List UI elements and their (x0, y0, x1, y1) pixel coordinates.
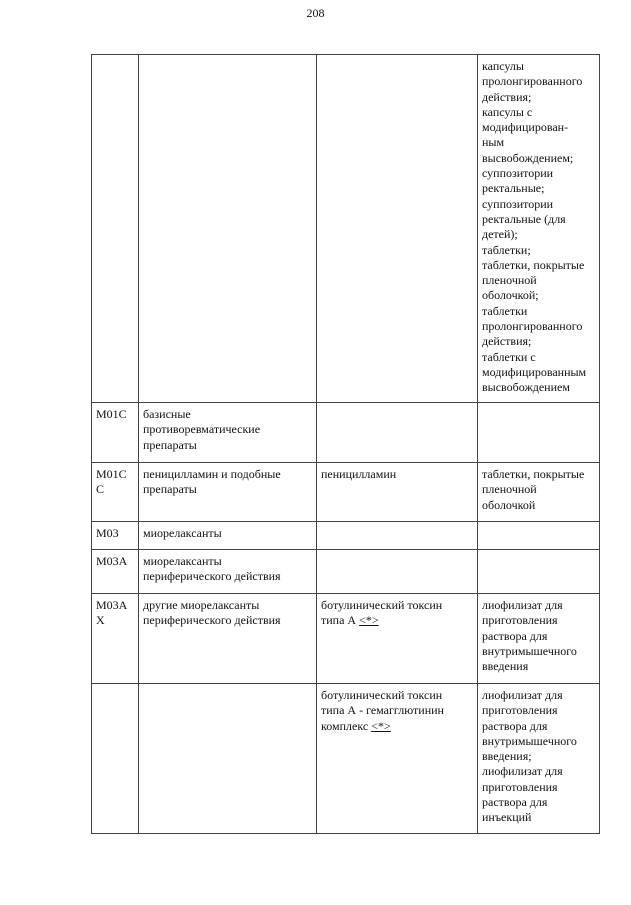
drug-name-text: ботулинический токсин типа А - гемагглютинин комплекс (321, 688, 444, 733)
atc-code-cell: M03A X (92, 594, 139, 684)
page-number: 208 (306, 6, 325, 20)
table-row (92, 55, 600, 403)
atc-group-cell: базисные противоревматические препараты (139, 403, 317, 463)
atc-group-cell: миорелаксанты (139, 522, 317, 550)
atc-group-cell (139, 684, 317, 834)
dosage-form-cell: лиофилизат для приготовления раствора для внутримышечного введения (478, 594, 600, 684)
table-row (92, 594, 600, 684)
dosage-form-cell: таблетки, покрытые пленочной оболочкой (478, 463, 600, 522)
dosage-form-cell: капсулы пролонгированного действия; капсулы с модифицирован- ным высвобождением; суппозитории ректальные; суппозитории ректальные (для детей); таблетки; таблетки, покрытые пленочной оболочкой; таблетки пролонгированного действия; таблетки с модифицированным высвобождением (478, 55, 600, 403)
dosage-form-cell (478, 522, 600, 550)
drug-table (91, 54, 600, 834)
drug-name-cell (317, 55, 478, 403)
dosage-form-cell (478, 403, 600, 463)
drug-name-text: пеницилламин (321, 467, 397, 481)
atc-group-cell: миорелаксанты периферического действия (139, 550, 317, 594)
drug-name-cell (317, 463, 478, 522)
drug-name-cell (317, 403, 478, 463)
table-row (92, 522, 600, 550)
table-row (92, 403, 600, 463)
atc-group-cell: пеницилламин и подобные препараты (139, 463, 317, 522)
dosage-form-cell: лиофилизат для приготовления раствора для внутримышечного введения; лиофилизат для приготовления раствора для инъекций (478, 684, 600, 834)
atc-code-cell: M03 (92, 522, 139, 550)
atc-code-cell: M01C (92, 403, 139, 463)
table-row (92, 684, 600, 834)
atc-group-cell (139, 55, 317, 403)
atc-code-cell: M03A (92, 550, 139, 594)
footnote-ref-link[interactable]: <*> (359, 613, 379, 628)
atc-code-cell (92, 55, 139, 403)
table-row (92, 463, 600, 522)
drug-name-cell (317, 550, 478, 594)
atc-code-cell (92, 684, 139, 834)
drug-name-cell (317, 522, 478, 550)
dosage-form-cell (478, 550, 600, 594)
atc-group-cell: другие миорелаксанты периферического действия (139, 594, 317, 684)
drug-name-cell (317, 684, 478, 834)
atc-code-cell: M01C C (92, 463, 139, 522)
drug-name-text: ботулинический токсин типа А (321, 598, 443, 628)
drug-name-cell (317, 594, 478, 684)
footnote-ref-link[interactable]: <*> (371, 718, 391, 733)
table-row (92, 550, 600, 594)
